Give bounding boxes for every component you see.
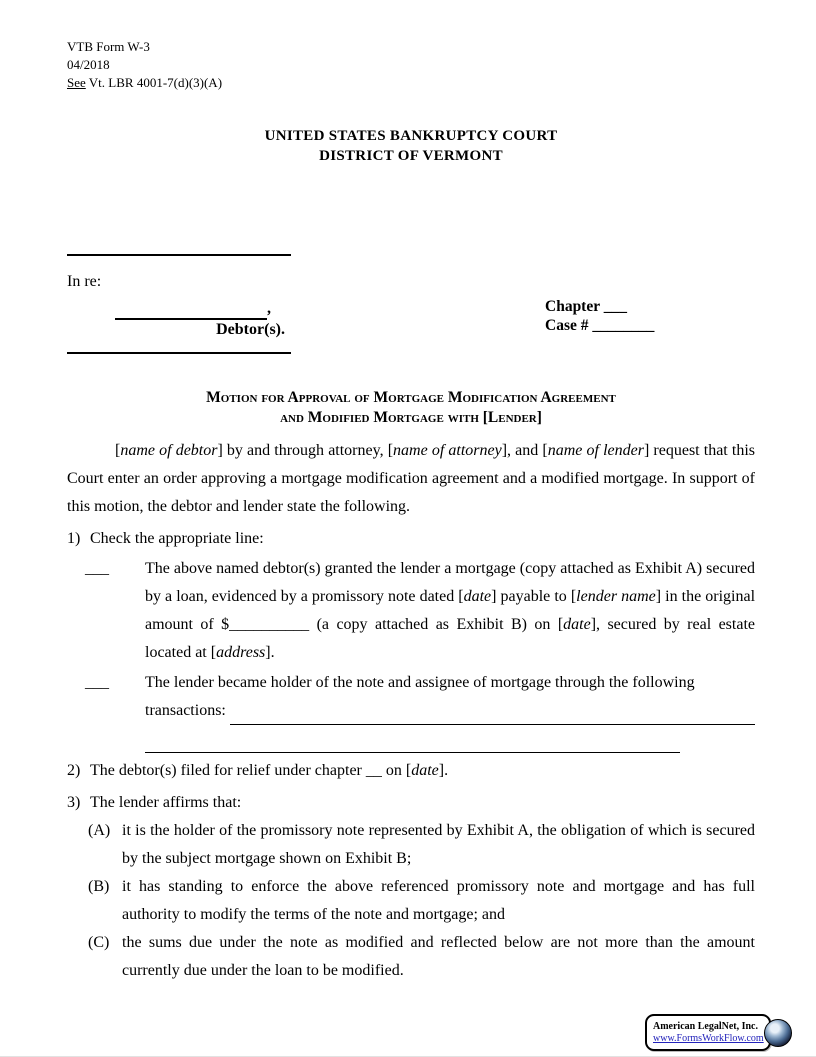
citation-rest: Vt. LBR 4001-7(d)(3)(A) — [85, 75, 223, 90]
case-number-line[interactable]: Case # ________ — [545, 317, 655, 334]
item-3 — [67, 789, 755, 817]
motion-title-line1: Motion for Approval of Mortgage Modification Agreement — [206, 389, 616, 406]
sub-b-number: (B) — [88, 878, 110, 895]
transactions-blank-line-1[interactable] — [230, 700, 755, 725]
item-3-sub-b — [67, 873, 755, 929]
debtor-name-blank[interactable] — [115, 298, 267, 320]
item-1-text: Check the appropriate line: — [90, 530, 264, 547]
item-1 — [67, 525, 755, 553]
globe-icon — [764, 1019, 792, 1047]
item-3-text: The lender affirms that: — [90, 794, 242, 811]
check-blank-1[interactable]: ___ — [85, 560, 109, 577]
vendor-logo-badge — [645, 1014, 771, 1051]
in-re-label: In re: — [67, 273, 102, 290]
court-title — [67, 126, 755, 166]
form-number: VTB Form W-3 — [67, 39, 150, 54]
item-2 — [67, 757, 755, 785]
transactions-row — [145, 697, 755, 725]
transactions-label: transactions: — [145, 702, 226, 719]
caption-bottom-rule — [67, 352, 291, 354]
check-option-2 — [67, 669, 755, 753]
check-blank-2[interactable]: ___ — [85, 674, 109, 691]
sub-a-number: (A) — [88, 822, 111, 839]
item-1-number: 1) — [67, 530, 81, 547]
check-option-2-text: The lender became holder of the note and assignee of mortgage through the following — [145, 674, 695, 691]
debtor-comma: , — [267, 300, 271, 317]
form-revision-date: 04/2018 — [67, 57, 110, 72]
item-3-number: 3) — [67, 794, 81, 811]
chapter-line[interactable]: Chapter ___ — [545, 298, 627, 315]
vendor-company-name: American LegalNet, Inc. — [653, 1020, 758, 1032]
item-2-text: The debtor(s) filed for relief under chapter __ on [date]. — [90, 762, 449, 779]
vendor-website-link[interactable]: www.FormsWorkFlow.com — [653, 1032, 764, 1044]
check-option-1-text: The above named debtor(s) granted the lender a mortgage (copy attached as Exhibit A) secured by a loan, evidenced by a promissory note dated [date] payable to [lender name] in the original amount of $__________ (a copy attached as Exhibit B) on [date], secured by real estate located at [address]. — [145, 560, 756, 661]
item-3-sub-c — [67, 929, 755, 985]
court-title-line1: UNITED STATES BANKRUPTCY COURT — [264, 128, 558, 144]
sub-c-number: (C) — [88, 934, 110, 951]
debtor-label: Debtor(s). — [216, 321, 285, 338]
sub-b-text: it has standing to enforce the above referenced promissory note and mortgage and has full authority to modify the terms of the note and mortgage; and — [122, 878, 755, 923]
form-citation — [67, 74, 755, 92]
form-identifier-block — [67, 38, 755, 92]
sub-a-text: it is the holder of the promissory note represented by Exhibit A, the obligation of which is secured by the subject mortgage shown on Exhibit B; — [122, 822, 755, 867]
transactions-row-2 — [145, 725, 755, 753]
court-title-line2: DISTRICT OF VERMONT — [319, 148, 503, 164]
intro-paragraph: [name of debtor] by and through attorney, [name of attorney], and [name of lender] request that this Court enter an order approving a mortgage modification agreement and a modified mortgage. In support of this motion, the debtor and lender state the following. — [67, 442, 755, 515]
transactions-blank-line-2[interactable] — [145, 728, 680, 753]
caption-top-rule — [67, 254, 291, 256]
item-2-number: 2) — [67, 762, 81, 779]
chapter-case-block — [545, 297, 654, 335]
case-caption — [67, 254, 755, 354]
sub-c-text: the sums due under the note as modified and reflected below are not more than the amount currently due under the loan to be modified. — [122, 934, 755, 979]
check-option-1 — [67, 555, 755, 667]
vendor-text — [653, 1021, 764, 1045]
motion-title-line2: and Modified Mortgage with [Lender] — [280, 408, 542, 426]
item-3-sub-a — [67, 817, 755, 873]
motion-title — [67, 388, 755, 427]
citation-see: See — [67, 75, 86, 90]
